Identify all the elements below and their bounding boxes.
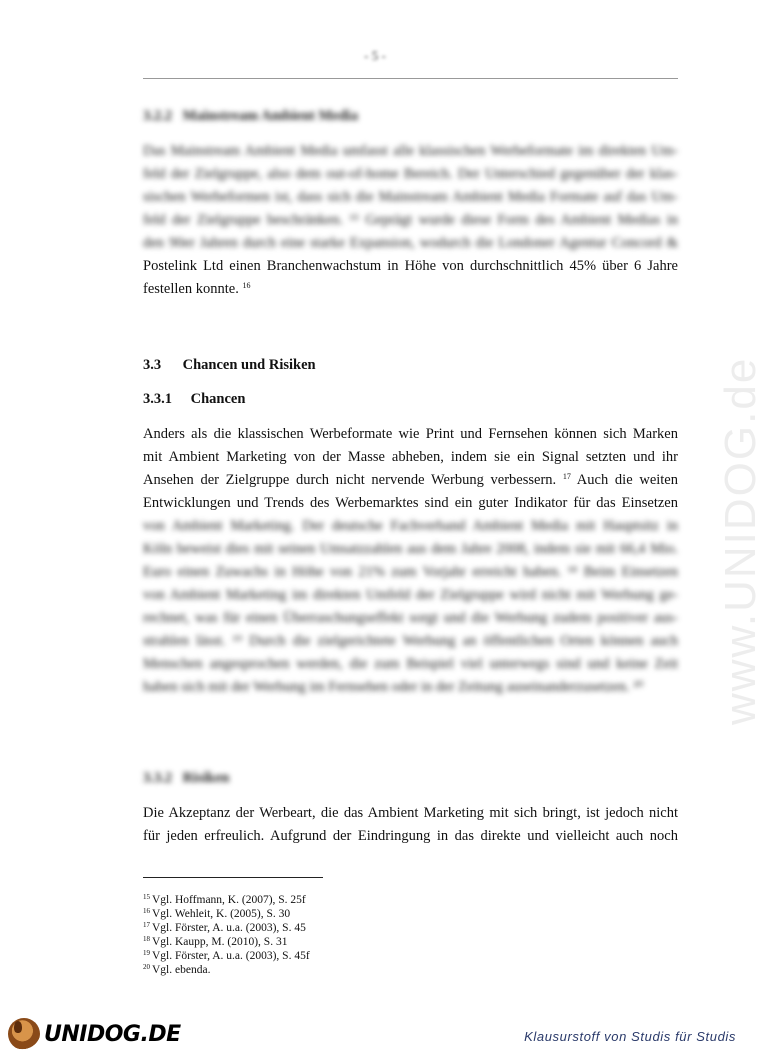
footnote-number: 15 <box>143 893 150 901</box>
heading-title: Risiken <box>182 770 230 786</box>
footnote-ref-16: 16 <box>242 281 251 290</box>
heading-number: 3.3 <box>143 357 162 373</box>
text-line <box>143 469 678 492</box>
footnote-19 <box>143 949 310 963</box>
blurred-text-line: Euro einen Zuwachs in Höhe von 21% zum Vorjahr erreicht haben. ¹⁸ Beim Einsetzen <box>143 564 678 580</box>
footnote-text: Vgl. Hoffmann, K. (2007), S. 25f <box>152 894 306 906</box>
blurred-text-line: rechnet, was für einen Überraschungseffekt sorgt und die Werbung zudem positiver aus- <box>143 610 678 626</box>
paragraph-risiken <box>143 802 678 848</box>
footnote-text: Vgl. Wehleit, K. (2005), S. 30 <box>152 908 291 920</box>
blurred-text-line: feld der Zielgruppe, also dem out-of-home Bereich. Der Unterschied gegenüber der klas- <box>143 166 678 182</box>
unidog-logo <box>8 1018 181 1050</box>
text-line: Entwicklungen und Trends des Werbemarktes sind ein guter Indikator für das Einsetzen <box>143 495 678 511</box>
heading-title: Chancen und Risiken <box>182 357 316 373</box>
footnote-text: Vgl. ebenda. <box>152 964 211 976</box>
blurred-text-line: haben sich mit der Werbung im Fernsehen oder in der Zeitung auseinanderzusetzen. ²⁰ <box>143 679 644 695</box>
text-line-content: Ansehen der Zielgruppe durch nicht nervende Werbung verbessern. <box>143 472 557 488</box>
text-line-content: festellen konnte. <box>143 281 239 297</box>
footnote-number: 16 <box>143 907 150 915</box>
heading-3-3-2 <box>143 770 229 787</box>
footnote-text: Vgl. Förster, A. u.a. (2003), S. 45f <box>152 950 310 962</box>
tagline: Klausurstoff von Studis für Studis <box>524 1029 736 1044</box>
blurred-text-block <box>143 515 678 699</box>
text-line <box>143 278 678 301</box>
footnote-17 <box>143 921 310 935</box>
footnote-text: Vgl. Förster, A. u.a. (2003), S. 45 <box>152 922 306 934</box>
heading-3-3-1 <box>143 391 245 408</box>
paragraph-chancen <box>143 423 678 699</box>
logo-text: UNIDOG.DE <box>44 1021 181 1047</box>
blurred-text-block <box>143 140 678 255</box>
heading-number: 3.3.1 <box>143 391 172 407</box>
blurred-text-line: Menschen angesprochen werden, die zum Beispiel viel unterwegs sind und keine Zeit <box>143 656 678 672</box>
text-line: Die Akzeptanz der Werbeart, die das Ambient Marketing mit sich bringt, ist jedoch nicht <box>143 805 678 821</box>
footnote-15 <box>143 893 310 907</box>
header-rule <box>143 78 678 79</box>
footnote-separator <box>143 877 323 878</box>
footnote-number: 18 <box>143 935 150 943</box>
heading-3-2-2 <box>143 108 358 125</box>
paragraph-mainstream-ambient-media <box>143 140 678 301</box>
blurred-text-line: feld der Zielgruppe beschränken. ¹⁵ Geprägt wurde diese Form des Ambient Medias in <box>143 212 678 228</box>
blurred-text-line: von Ambient Marketing. Der deutsche Fachverband Ambient Media mit Hauptsitz in <box>143 518 678 534</box>
heading-title: Mainstream Ambient Media <box>182 108 358 124</box>
blurred-text-line: strahlen lässt. ¹⁹ Durch die zielgerichtete Werbung an öffentlichen Orten können auch <box>143 633 678 649</box>
blurred-text-line: von Ambient Marketing im direkten Umfeld der Zielgruppe wird nicht mit Werbung ge- <box>143 587 678 603</box>
dog-mascot-icon <box>8 1018 40 1050</box>
text-line: Postelink Ltd einen Branchenwachstum in Höhe von durchschnittlich 45% über 6 Jahre <box>143 258 678 274</box>
heading-3-3 <box>143 357 316 374</box>
footnote-number: 17 <box>143 921 150 929</box>
footnotes <box>143 893 310 977</box>
footnote-18 <box>143 935 310 949</box>
text-line: mit Ambient Marketing von der Masse abheben, indem sie ein Signal setzten und ihr <box>143 449 678 465</box>
page-number: - 5 - <box>364 48 386 63</box>
heading-number: 3.3.2 <box>143 770 172 786</box>
footnote-16 <box>143 907 310 921</box>
footnote-number: 19 <box>143 949 150 957</box>
blurred-text-line: Das Mainstream Ambient Media umfasst alle klassischen Werbeformate im direkten Um- <box>143 143 678 159</box>
heading-number: 3.2.2 <box>143 108 172 124</box>
footnote-ref-17: 17 <box>562 472 571 481</box>
footnote-text: Vgl. Kaupp, M. (2010), S. 31 <box>152 936 288 948</box>
footnote-20 <box>143 963 310 977</box>
text-line: für jeden erfreulich. Aufgrund der Eindringung in das direkte und vielleicht auch noch <box>143 828 678 844</box>
text-line-content: Auch die weiten <box>576 472 678 488</box>
text-line: Anders als die klassischen Werbeformate wie Print und Fernsehen können sich Marken <box>143 426 678 442</box>
blurred-text-line: den 90er Jahren durch eine starke Expansion, wodurch die Londoner Agentur Concord & <box>143 235 678 251</box>
blurred-text-line: Köln beweist dies mit seinen Umsatzzahlen aus dem Jahre 2008, indem sie mit 66,4 Mio. <box>143 541 678 557</box>
blurred-text-line: sischen Werbeformen ist, dass sich die Mainstream Ambient Media Formate auf das Um- <box>143 189 678 205</box>
heading-title: Chancen <box>190 391 246 407</box>
footnote-number: 20 <box>143 963 150 971</box>
watermark-text: www.UNIDOG.de <box>716 356 765 725</box>
